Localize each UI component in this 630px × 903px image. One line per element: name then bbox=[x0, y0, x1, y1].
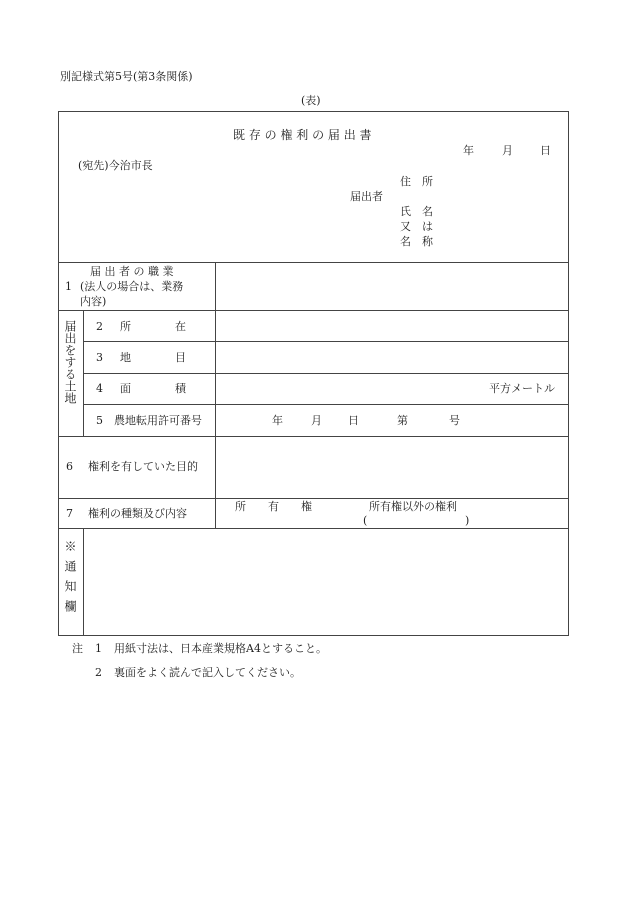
row3-number: 3 bbox=[96, 351, 103, 364]
divider-row4 bbox=[83, 404, 569, 405]
notifier-name-line-3: 名 称 bbox=[400, 235, 433, 248]
divider-row3 bbox=[83, 373, 569, 374]
row3-value[interactable] bbox=[218, 344, 566, 370]
row7-label: 権利の種類及び内容 bbox=[88, 507, 187, 520]
land-group-label: 届出をする土地 bbox=[63, 320, 77, 404]
row2-value[interactable] bbox=[218, 313, 566, 339]
row1-number: 1 bbox=[65, 280, 72, 293]
divider-notice-col bbox=[83, 528, 84, 636]
divider-header bbox=[58, 262, 569, 263]
form-title: 既 存 の 権 利 の 届 出 書 bbox=[233, 128, 372, 142]
row2-number: 2 bbox=[96, 320, 103, 333]
date-year: 年 bbox=[463, 144, 474, 157]
notice-label: ※通知欄 bbox=[63, 540, 77, 620]
row7-option-other-right[interactable]: 所有権以外の権利 bbox=[369, 500, 457, 513]
note-2-number: 2 bbox=[95, 666, 102, 679]
row5-go: 号 bbox=[449, 414, 460, 427]
divider-row7 bbox=[58, 528, 569, 529]
form-number: 別記様式第5号(第3条関係) bbox=[60, 70, 193, 83]
row5-month: 月 bbox=[311, 414, 322, 427]
row1-value[interactable] bbox=[218, 266, 566, 306]
row3-label: 地 目 bbox=[120, 351, 186, 364]
divider-label-col bbox=[215, 262, 216, 528]
note-1-number: 1 bbox=[95, 642, 102, 655]
date-month: 月 bbox=[502, 144, 513, 157]
addressee: (宛先)今治市長 bbox=[78, 159, 153, 172]
notifier-name-line-1: 氏 名 bbox=[400, 205, 433, 218]
row7-paren-open: ( bbox=[363, 514, 368, 527]
row1-label-line-1: 届 出 者 の 職 業 bbox=[90, 265, 174, 278]
row4-value[interactable] bbox=[218, 376, 478, 402]
notice-area[interactable] bbox=[86, 531, 566, 633]
row1-label-line-3: 内容) bbox=[80, 295, 107, 308]
row4-unit: 平方メートル bbox=[489, 382, 555, 395]
row5-number: 5 bbox=[96, 414, 103, 427]
divider-row6 bbox=[58, 498, 569, 499]
divider-row1 bbox=[58, 310, 569, 311]
divider-row2 bbox=[83, 341, 569, 342]
note-1-text: 用紙寸法は、日本産業規格A4とすること。 bbox=[114, 642, 327, 655]
divider-land-group bbox=[83, 310, 84, 436]
notifier-label: 届出者 bbox=[350, 190, 383, 203]
side-label: (表) bbox=[301, 94, 321, 107]
row2-label: 所 在 bbox=[120, 320, 186, 333]
row7-option-ownership[interactable]: 所 有 権 bbox=[235, 500, 312, 513]
row5-label: 農地転用許可番号 bbox=[114, 414, 202, 427]
row6-label: 権利を有していた目的 bbox=[88, 460, 198, 473]
notifier-name-line-2: 又 は bbox=[400, 220, 433, 233]
row5-day: 日 bbox=[348, 414, 359, 427]
row6-number: 6 bbox=[66, 460, 73, 473]
notifier-address-label: 住 所 bbox=[400, 175, 433, 188]
divider-row5 bbox=[58, 436, 569, 437]
row4-label: 面 積 bbox=[120, 382, 186, 395]
row1-label-line-2: (法人の場合は、業務 bbox=[80, 280, 184, 293]
row4-number: 4 bbox=[96, 382, 103, 395]
note-2-text: 裏面をよく読んで記入してください。 bbox=[114, 666, 301, 679]
row5-dai: 第 bbox=[397, 414, 408, 427]
row6-value[interactable] bbox=[218, 439, 566, 495]
row7-number: 7 bbox=[66, 507, 73, 520]
notes-prefix: 注 bbox=[72, 642, 83, 655]
date-day: 日 bbox=[540, 144, 551, 157]
row5-year: 年 bbox=[272, 414, 283, 427]
row7-paren-close: ) bbox=[465, 514, 470, 527]
